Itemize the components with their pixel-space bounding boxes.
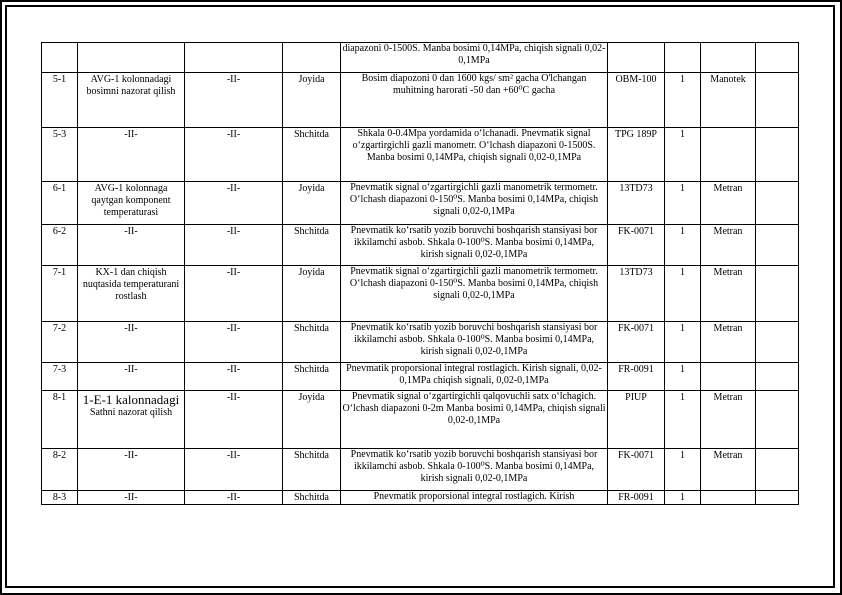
cell-no: 5-3 [42,128,78,182]
cell-name [78,43,185,73]
cell-qty: 1 [665,182,701,225]
cell-type: 13TD73 [608,266,665,322]
table-row [42,363,799,391]
cell-place: -II- [185,391,283,449]
cell-no: 7-1 [42,266,78,322]
cell-no: 6-1 [42,182,78,225]
cell-maker: Metran [701,225,756,266]
cell-loc: Shchitda [283,322,341,363]
cell-note [756,128,799,182]
cell-note [756,225,799,266]
cell-loc: Joyida [283,266,341,322]
cell-loc: Joyida [283,73,341,128]
cell-note [756,391,799,449]
cell-desc: Pnevmatik signal o‘zgartirgichli qalqovuchli satx o‘lchagich. O‘lchash diapazoni 0-2m Manba bosimi 0,14MPa, chiqish signali 0,02-0,1MPa [341,391,608,449]
cell-no [42,43,78,73]
table-row [42,391,799,449]
cell-place: -II- [185,363,283,391]
cell-no: 6-2 [42,225,78,266]
cell-type: FR-0091 [608,491,665,505]
cell-loc: Joyida [283,391,341,449]
cell-qty: 1 [665,128,701,182]
cell-maker: Metran [701,182,756,225]
cell-place: -II- [185,73,283,128]
cell-note [756,322,799,363]
table-row [42,266,799,322]
table-row [42,43,799,73]
cell-type: FR-0091 [608,363,665,391]
cell-place: -II- [185,128,283,182]
cell-qty [665,43,701,73]
cell-loc [283,43,341,73]
table-row [42,491,799,505]
cell-note [756,266,799,322]
cell-place: -II- [185,491,283,505]
cell-no: 8-2 [42,449,78,491]
cell-type [608,43,665,73]
cell-type: TPG 189P [608,128,665,182]
cell-no: 5-1 [42,73,78,128]
cell-type: OBM-100 [608,73,665,128]
cell-name: -II- [78,225,185,266]
cell-desc: diapazoni 0-1500S. Manba bosimi 0,14MPa, chiqish signali 0,02-0,1MPa [341,43,608,73]
cell-name: AVG-1 kolonnaga qaytgan komponent temperaturasi [78,182,185,225]
cell-qty: 1 [665,322,701,363]
cell-no: 8-1 [42,391,78,449]
cell-desc: Pnevmatik proporsional integral rostlagich. Kirish [341,491,608,505]
cell-name-sub: Sathni nazorat qilish [89,407,173,418]
table-row [42,322,799,363]
cell-maker: Metran [701,391,756,449]
cell-loc: Shchitda [283,449,341,491]
cell-desc: Pnevmatik ko‘rsatib yozib boruvchi boshqarish stansiyasi bor ikkilamchi asbob. Shkala 0-100⁰S. Manba bosimi 0,14MPa, kirish signali 0,02-0,1MPa [341,322,608,363]
cell-name: -II- [78,363,185,391]
cell-note [756,182,799,225]
cell-loc: Shchitda [283,363,341,391]
cell-name: -II- [78,322,185,363]
table-row [42,449,799,491]
cell-loc: Joyida [283,182,341,225]
cell-loc: Shchitda [283,128,341,182]
cell-maker [701,43,756,73]
cell-qty: 1 [665,391,701,449]
equipment-table [41,42,799,505]
cell-type: PIUP [608,391,665,449]
table-row [42,182,799,225]
cell-type: 13TD73 [608,182,665,225]
table-row [42,73,799,128]
cell-place: -II- [185,266,283,322]
cell-desc: Pnevmatik ko‘rsatib yozib boruvchi boshqarish stansiyasi bor ikkilamchi asbob. Shkala 0-100⁰S. Manba bosimi 0,14MPa, kirish signali 0,02-0,1MPa [341,225,608,266]
cell-maker: Metran [701,266,756,322]
cell-place: -II- [185,225,283,266]
cell-loc: Shchitda [283,491,341,505]
cell-desc: Bosim diapozoni 0 dan 1600 kgs/ sm² gacha O'lchangan muhitning harorati -50 dan +60⁰C gacha [341,73,608,128]
cell-desc: Pnevmatik signal o‘zgartirgichli gazli manometrik termometr. O‘lchash diapazoni 0-150⁰S. Manba bosimi 0,14MPa, chiqish signali 0,02-0,1MPa [341,182,608,225]
cell-type: FK-0071 [608,449,665,491]
cell-note [756,43,799,73]
cell-place [185,43,283,73]
cell-name: -II- [78,491,185,505]
cell-maker [701,128,756,182]
cell-type: FK-0071 [608,225,665,266]
cell-no: 7-3 [42,363,78,391]
cell-qty: 1 [665,491,701,505]
cell-no: 7-2 [42,322,78,363]
cell-qty: 1 [665,73,701,128]
cell-maker: Metran [701,322,756,363]
cell-desc: Pnevmatik signal o‘zgartirgichli gazli manometrik termometr. O‘lchash diapazoni 0-150⁰S. Manba bosimi 0,14MPa, chiqish signali 0,02-0,1MPa [341,266,608,322]
cell-maker [701,491,756,505]
cell-name-main: 1-E-1 kalonnadagi [82,392,180,407]
cell-place: -II- [185,182,283,225]
cell-name: KX-1 dan chiqish nuqtasida temperaturani rostlash [78,266,185,322]
cell-qty: 1 [665,266,701,322]
table-row [42,128,799,182]
cell-type: FK-0071 [608,322,665,363]
cell-name [78,391,185,449]
cell-no: 8-3 [42,491,78,505]
cell-desc: Pnevmatik ko‘rsatib yozib boruvchi boshqarish stansiyasi bor ikkilamchi asbob. Shkala 0-100⁰S. Manba bosimi 0,14MPa, kirish signali 0,02-0,1MPa [341,449,608,491]
cell-name: AVG-1 kolonnadagi bosimni nazorat qilish [78,73,185,128]
cell-name: -II- [78,128,185,182]
cell-note [756,73,799,128]
cell-desc: Pnevmatik proporsional integral rostlagich. Kirish signali, 0,02-0,1MPa chiqish signali, 0,02-0,1MPa [341,363,608,391]
cell-note [756,491,799,505]
cell-note [756,449,799,491]
cell-maker: Metran [701,449,756,491]
cell-place: -II- [185,449,283,491]
cell-qty: 1 [665,449,701,491]
cell-name: -II- [78,449,185,491]
cell-loc: Shchitda [283,225,341,266]
cell-maker [701,363,756,391]
cell-maker: Manotek [701,73,756,128]
cell-place: -II- [185,322,283,363]
cell-desc: Shkala 0-0.4Mpa yordamida o‘lchanadi. Pnevmatik signal o‘zgartirgichli gazli manometr. O‘lchash diapazoni 0-1500S. Manba bosimi 0,14MPa, chiqish signali 0,02-0,1MPa [341,128,608,182]
cell-qty: 1 [665,225,701,266]
cell-note [756,363,799,391]
table-row [42,225,799,266]
cell-qty: 1 [665,363,701,391]
